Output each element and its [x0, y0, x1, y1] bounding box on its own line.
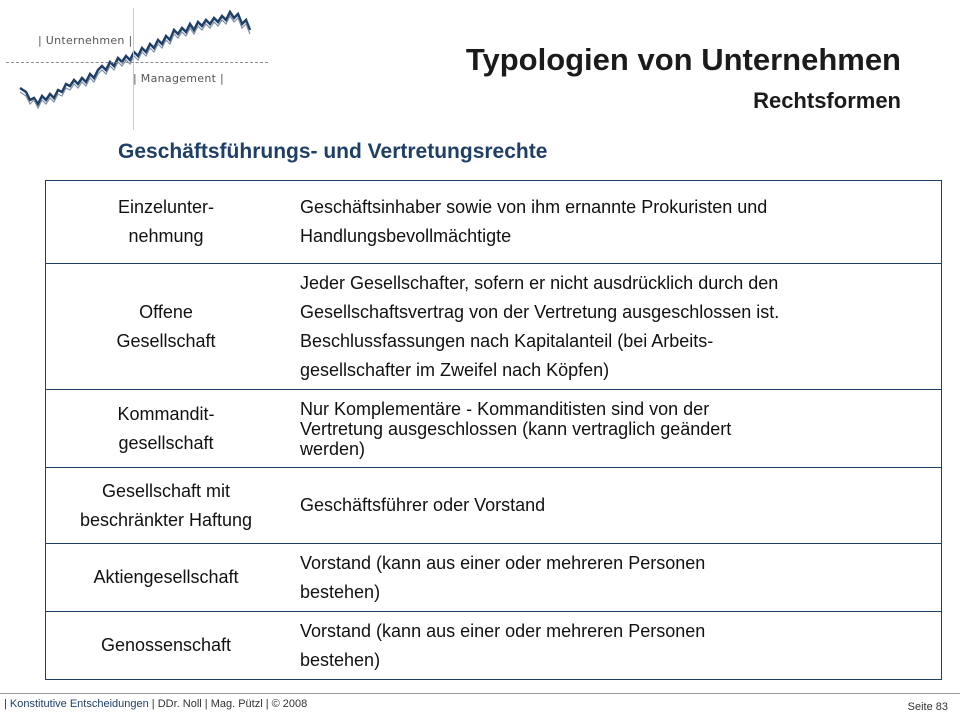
page-subtitle: Rechtsformen	[753, 88, 901, 113]
representation-rights: Geschäftsführer oder Vorstand	[300, 495, 546, 515]
page-title: Typologien von Unternehmen	[465, 42, 901, 77]
representation-rights: Geschäftsinhaber sowie von ihm ernannte Prokuristen und Handlungsbevollmächtigte	[300, 197, 768, 246]
footer-authors: | DDr. Noll | Mag. Pützl | © 2008	[148, 698, 308, 710]
table-row	[46, 264, 941, 390]
stock-chart-icon	[0, 0, 280, 130]
table-row	[46, 181, 941, 264]
representation-rights: Vorstand (kann aus einer oder mehreren Personen bestehen)	[300, 620, 706, 670]
table-row	[46, 544, 941, 612]
footer-prefix: |	[4, 698, 10, 710]
legal-form-name: Genossenschaft	[100, 635, 232, 655]
footer-credits	[4, 698, 307, 710]
section-heading: Geschäftsführungs- und Vertretungsrechte	[118, 140, 548, 163]
logo	[0, 0, 280, 130]
legal-forms-table	[45, 180, 942, 680]
table-row	[46, 390, 941, 468]
legal-form-name: Einzelunter- nehmung	[117, 197, 215, 246]
footer-course-name: Konstitutive Entscheidungen	[9, 698, 149, 710]
logo-text-management: | Management |	[133, 72, 225, 85]
legal-form-name: Offene Gesellschaft	[116, 301, 216, 351]
page-number: Seite 83	[907, 701, 948, 713]
legal-form-name: Aktiengesellschaft	[93, 567, 239, 587]
table-row	[46, 468, 941, 544]
logo-divider-vertical	[133, 8, 134, 130]
logo-text-unternehmen: | Unternehmen |	[38, 34, 133, 47]
representation-rights: Vorstand (kann aus einer oder mehreren Personen bestehen)	[300, 552, 706, 602]
legal-form-name: Gesellschaft mit beschränkter Haftung	[79, 480, 253, 530]
representation-rights: Jeder Gesellschafter, sofern er nicht ausdrücklich durch den Gesellschaftsvertrag von der Vertretung ausgeschlossen ist. Beschlussfassungen nach Kapitalanteil (bei Arbeits- gesellschafter im Zweifel nach Köpfen)	[300, 272, 780, 380]
logo-divider-horizontal	[6, 62, 268, 63]
representation-rights: Nur Komplementäre - Kommanditisten sind von der Vertretung ausgeschlossen (kann vertraglich geändert werden)	[300, 398, 732, 459]
legal-form-name: Kommandit- gesellschaft	[117, 403, 215, 453]
footer-divider	[0, 693, 960, 694]
table-row	[46, 612, 941, 679]
